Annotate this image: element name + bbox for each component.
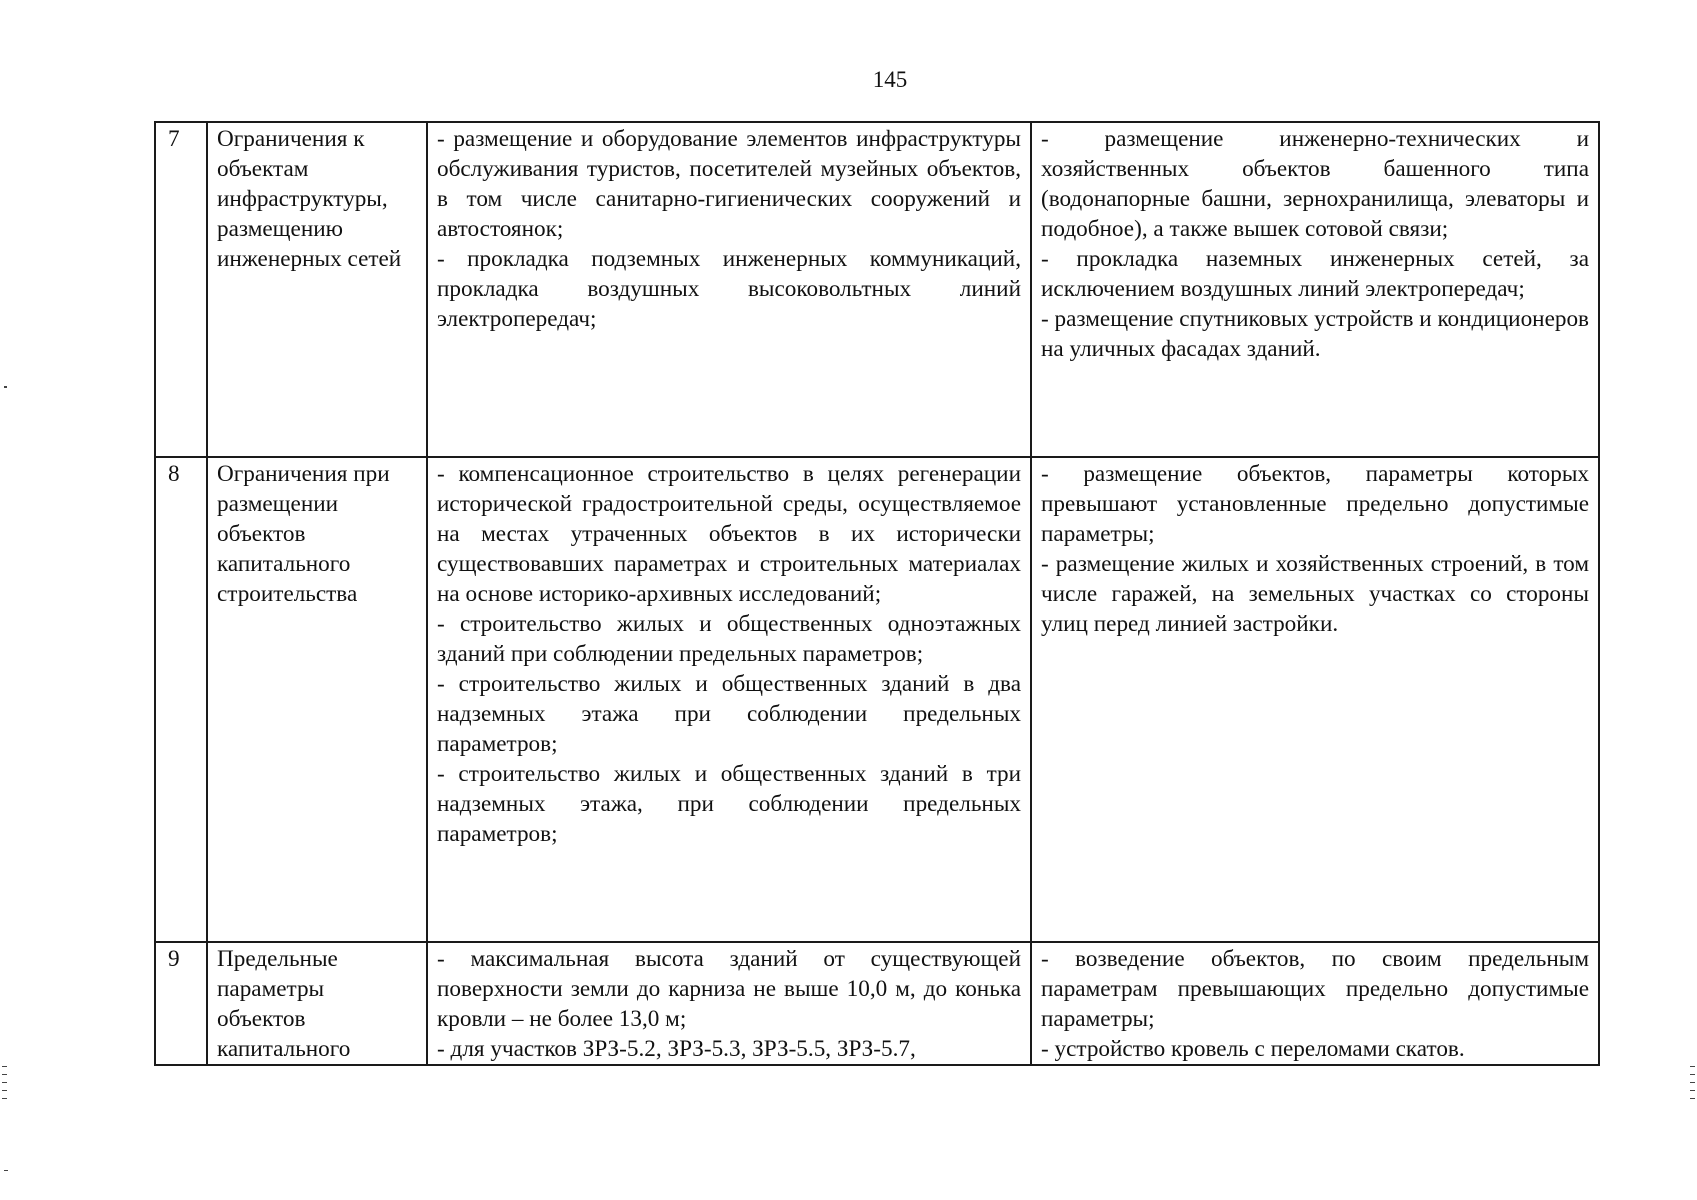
table-row — [155, 122, 1599, 457]
restriction-title: Ограничения при размещении объектов капитального строительства — [207, 457, 427, 942]
scan-artifact — [2, 1066, 7, 1067]
scan-artifact — [2, 1082, 7, 1083]
scan-artifact — [1690, 1090, 1695, 1091]
scan-artifact — [2, 1098, 7, 1099]
allowed-item: - максимальная высота зданий от существующей поверхности земли до карниза не выше 10,0 м, до конька кровли – не более 13,0 м; — [437, 946, 1021, 1032]
forbidden-item: - прокладка наземных инженерных сетей, за исключением воздушных линий электропередач; — [1041, 246, 1589, 302]
forbidden-item: - возведение объектов, по своим предельным параметрам превышающих предельно допустимые параметры; — [1041, 946, 1589, 1032]
allowed-item: - компенсационное строительство в целях регенерации исторической градостроительной среды, осуществляемое на местах утраченных объектов в их исторически существовавших параметрах и строительных материалах на основе историко-архивных исследований; — [437, 461, 1021, 607]
forbidden-cell — [1031, 457, 1599, 942]
scan-artifact — [1690, 1098, 1695, 1099]
restrictions-table — [154, 121, 1600, 1066]
row-number: 7 — [155, 122, 207, 457]
forbidden-item: - размещение инженерно-технических и хозяйственных объектов башенного типа (водонапорные башни, зернохранилища, элеваторы и подобное), а также вышек сотовой связи; — [1041, 126, 1589, 242]
scan-artifact — [1690, 1066, 1695, 1067]
scan-artifact — [2, 1074, 7, 1075]
table-row — [155, 942, 1599, 1065]
forbidden-cell — [1031, 122, 1599, 457]
forbidden-item: - размещение объектов, параметры которых превышают установленные предельно допустимые параметры; — [1041, 461, 1589, 547]
restriction-title: Предельные параметры объектов капитального — [207, 942, 427, 1065]
allowed-item: - строительство жилых и общественных одноэтажных зданий при соблюдении предельных параметров; — [437, 611, 1021, 667]
scan-artifact — [4, 1170, 8, 1171]
scan-artifact — [1690, 1082, 1695, 1083]
row-number: 9 — [155, 942, 207, 1065]
scan-artifact — [2, 1090, 7, 1091]
allowed-cell — [427, 122, 1031, 457]
scan-artifact — [1690, 1074, 1695, 1075]
row-number: 8 — [155, 457, 207, 942]
allowed-item: - строительство жилых и общественных зданий в два надземных этажа при соблюдении предельных параметров; — [437, 671, 1021, 757]
allowed-item: - размещение и оборудование элементов инфраструктуры обслуживания туристов, посетителей музейных объектов, в том числе санитарно-гигиенических сооружений и автостоянок; — [437, 126, 1021, 242]
allowed-item: - прокладка подземных инженерных коммуникаций, прокладка воздушных высоковольтных линий электропередач; — [437, 246, 1021, 332]
forbidden-item: - устройство кровель с переломами скатов. — [1041, 1036, 1465, 1062]
allowed-cell — [427, 457, 1031, 942]
scan-artifact — [4, 386, 7, 388]
forbidden-item: - размещение спутниковых устройств и кондиционеров на уличных фасадах зданий. — [1041, 306, 1589, 362]
allowed-cell — [427, 942, 1031, 1065]
allowed-item: - строительство жилых и общественных зданий в три надземных этажа, при соблюдении предельных параметров; — [437, 761, 1021, 847]
forbidden-cell — [1031, 942, 1599, 1065]
page-number: 145 — [872, 67, 908, 92]
allowed-item: - для участков ЗРЗ-5.2, ЗРЗ-5.3, ЗРЗ-5.5, ЗРЗ-5.7, — [437, 1036, 916, 1062]
forbidden-item: - размещение жилых и хозяйственных строений, в том числе гаражей, на земельных участках со стороны улиц перед линией застройки. — [1041, 551, 1589, 637]
restriction-title: Ограничения к объектам инфраструктуры, размещению инженерных сетей — [207, 122, 427, 457]
table-row — [155, 457, 1599, 942]
